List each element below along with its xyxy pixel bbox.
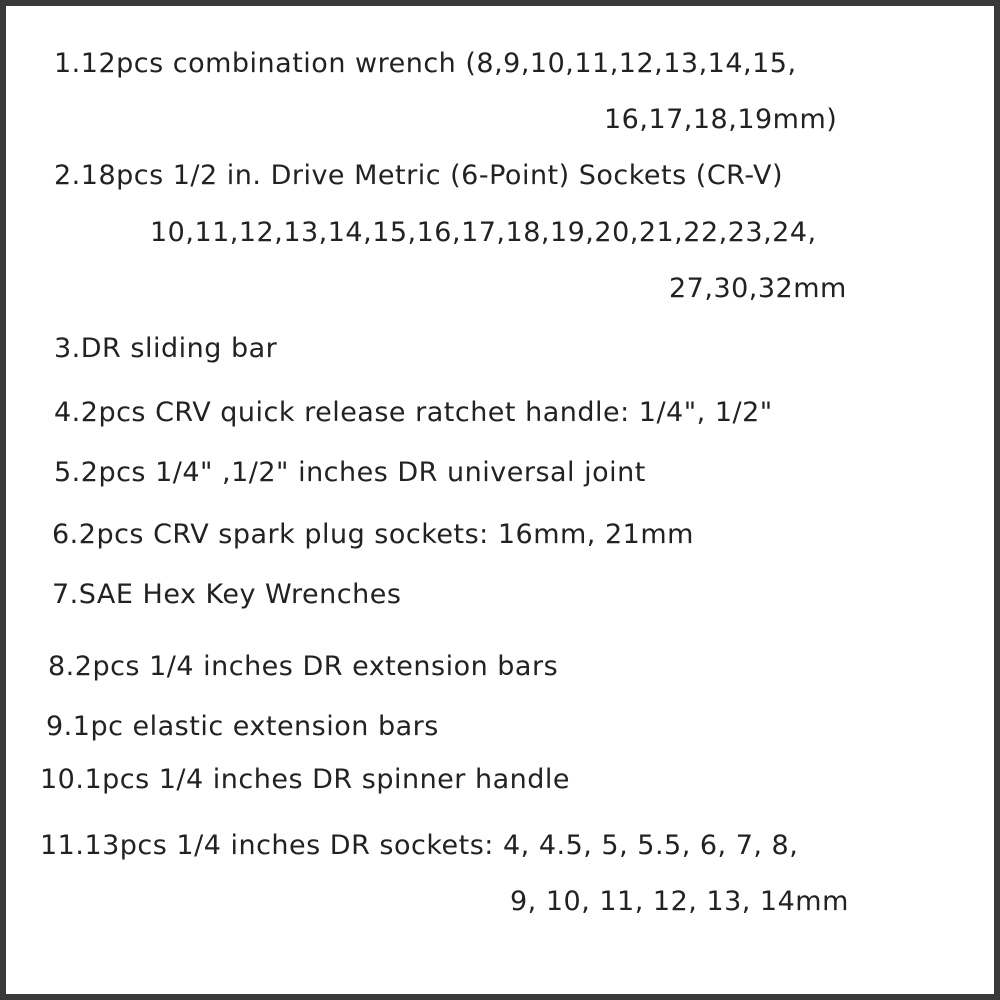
item-1-line-1: 1.12pcs combination wrench (8,9,10,11,12,13,14,15,	[54, 48, 797, 79]
item-1-line-2: 16,17,18,19mm)	[604, 104, 838, 135]
item-11-line-1: 11.13pcs 1/4 inches DR sockets: 4, 4.5, 5, 5.5, 6, 7, 8,	[40, 830, 799, 861]
item-11-line-2: 9, 10, 11, 12, 13, 14mm	[510, 886, 849, 917]
item-3: 3.DR sliding bar	[54, 333, 278, 364]
item-8: 8.2pcs 1/4 inches DR extension bars	[48, 651, 559, 682]
item-2-line-2: 10,11,12,13,14,15,16,17,18,19,20,21,22,23,24,	[150, 217, 817, 248]
item-2-line-1: 2.18pcs 1/2 in. Drive Metric (6-Point) Sockets (CR-V)	[54, 160, 784, 191]
item-2-line-3: 27,30,32mm	[669, 273, 847, 304]
item-5: 5.2pcs 1/4" ,1/2" inches DR universal joint	[54, 457, 646, 488]
item-6: 6.2pcs CRV spark plug sockets: 16mm, 21mm	[52, 519, 694, 550]
item-7: 7.SAE Hex Key Wrenches	[52, 579, 402, 610]
item-4: 4.2pcs CRV quick release ratchet handle: 1/4", 1/2"	[54, 397, 773, 428]
item-10: 10.1pcs 1/4 inches DR spinner handle	[40, 764, 570, 795]
item-9: 9.1pc elastic extension bars	[46, 711, 439, 742]
